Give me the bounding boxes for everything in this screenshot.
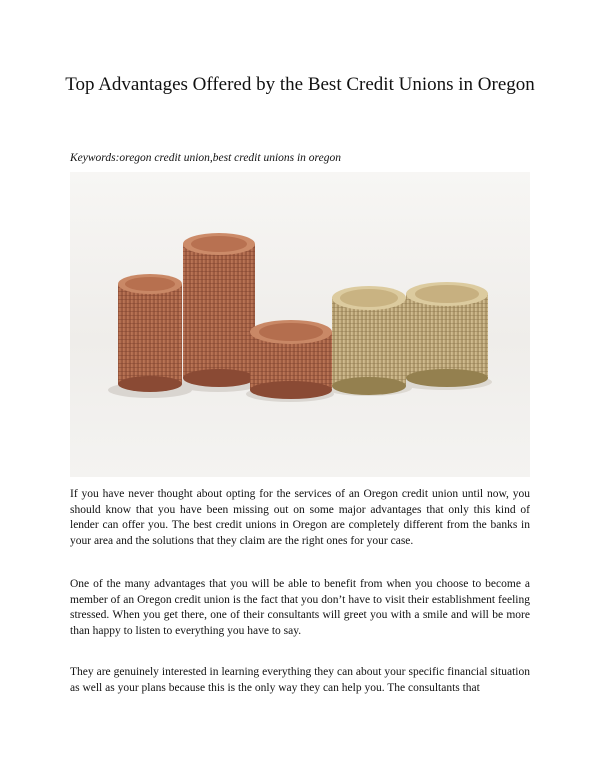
coin-stacks-photo [70, 172, 530, 477]
copper-stack-short [250, 320, 332, 399]
paragraph-3: They are genuinely interested in learning everything they can about your specific financial situation as well as your plans because this is the only way they can help you. The consultants that [70, 666, 530, 694]
copper-stack-left [118, 274, 182, 392]
gold-stack-middle [332, 286, 406, 395]
paragraph-2: One of the many advantages that you will be able to benefit from when you choose to become a member of an Oregon credit union is the fact that you don’t have to visit their establishment feeling stressed. When you get there, one of their consultants will greet you with a smile and will be more than happy to listen to everything you have to say. [70, 578, 530, 637]
paragraph-1: If you have never thought about opting for the services of an Oregon credit union until now, you should know that you have been missing out on some major advantages that only this kind of lender can offer you. The best credit unions in Oregon are completely different from the banks in your area and the solutions that they claim are the right ones for your case. [70, 488, 530, 547]
gold-stack-right [406, 282, 488, 387]
keywords-line: Keywords:oregon credit union,best credit unions in oregon [70, 152, 341, 164]
copper-stack-tall [183, 233, 255, 387]
page-title: Top Advantages Offered by the Best Credit Unions in Oregon [65, 74, 535, 95]
